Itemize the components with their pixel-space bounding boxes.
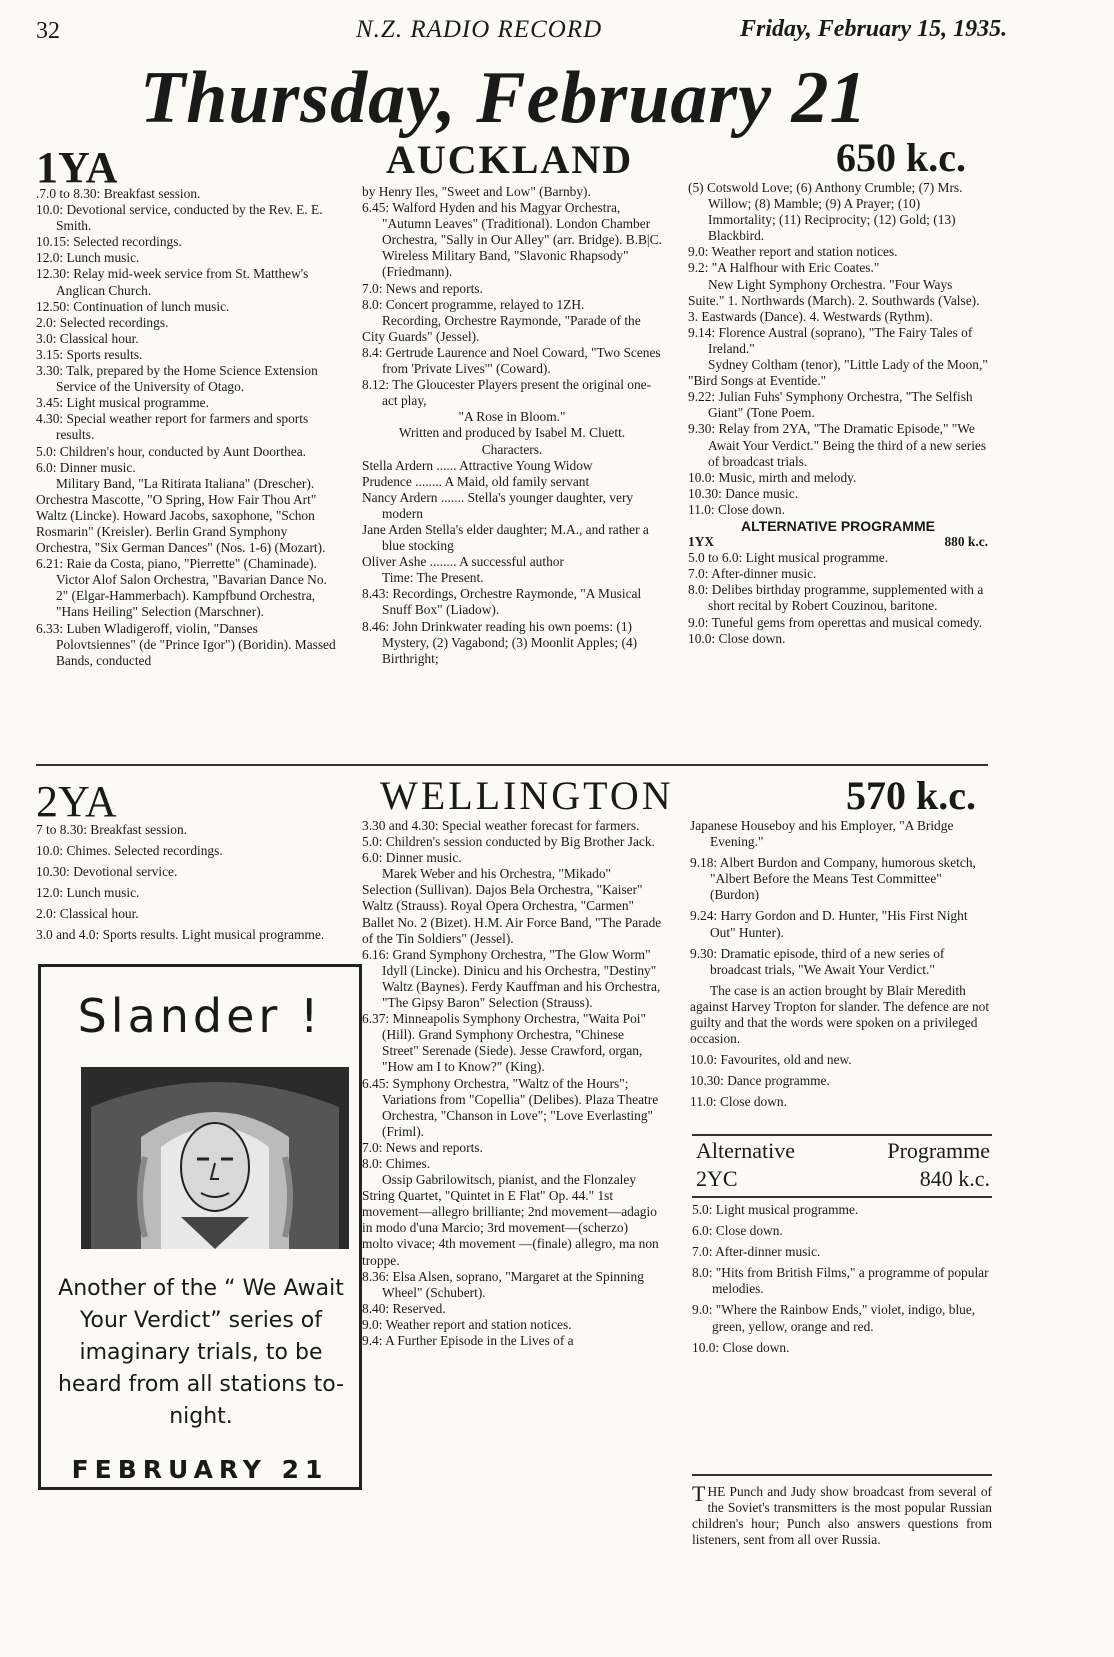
schedule-entry: 6.0: Close down. <box>692 1223 783 1239</box>
schedule-entry: 9.0: Weather report and station notices. <box>688 244 898 260</box>
alternative-programme-2yc <box>692 1202 992 1361</box>
schedule-entry: 9.30: Relay from 2YA, "The Dramatic Episode," "We Await Your Verdict." Being the third of a new series of broadcast trials. <box>688 421 987 469</box>
schedule-entry: Nancy Ardern ....... Stella's younger daughter, very modern <box>362 489 634 521</box>
schedule-entry: 6.0: Dinner music. <box>362 850 462 866</box>
publication-title: N.Z. RADIO RECORD <box>356 16 603 43</box>
schedule-entry: 9.30: Dramatic episode, third of a new series of broadcast trials, "We Await Your Verdict." <box>690 945 945 977</box>
schedule-entry: 10.15: Selected recordings. <box>36 234 182 250</box>
issue-date: Friday, February 15, 1935. <box>740 16 1008 42</box>
schedule-entry: Characters. <box>481 441 543 457</box>
schedule-entry: Jane Arden Stella's elder daughter; M.A., and rather a blue stocking <box>362 521 649 554</box>
alternative-title: Alternative <box>696 1138 795 1163</box>
schedule-entry: 10.0: Devotional service, conducted by the Rev. E. E. Smith. <box>36 202 323 234</box>
auckland-column-3 <box>688 180 988 647</box>
schedule-entry: 10.0: Favourites, old and new. <box>690 1052 852 1068</box>
frequency-2ya: 570 k.c. <box>846 773 976 818</box>
schedule-entry: 8.43: Recordings, Orchestre Raymonde, "A Musical Snuff Box" (Liadow). <box>362 586 642 618</box>
alternative-station-2yc: 2YC <box>696 1166 738 1191</box>
schedule-entry: 2.0: Selected recordings. <box>36 314 169 330</box>
schedule-entry: 9.0: Weather report and station notices. <box>362 1316 572 1332</box>
advert-date: FEBRUARY 21 <box>71 1455 329 1484</box>
advert-headline: Slander ! <box>77 989 323 1043</box>
auckland-column-3-programme <box>688 180 988 518</box>
schedule-entry: 7.0: News and reports. <box>362 1139 483 1155</box>
auckland-column-2 <box>362 184 662 667</box>
schedule-entry: 3.0 and 4.0: Sports results. Light musical programme. <box>36 927 325 943</box>
schedule-entry: 4.30: Special weather report for farmers and sports results. <box>36 411 309 443</box>
schedule-entry: 10.30: Devotional service. <box>36 864 178 880</box>
schedule-entry: "A Rose in Bloom." <box>458 409 566 425</box>
schedule-entry: 6.21: Raie da Costa, piano, "Pierrette" (Chaminade). Victor Alof Salon Orchestra, "Bavarian Dance No. 2" (Elgar-Hammerbach). Kampfbund Orchestra, "Hans Heiling" Selection (Marschner). <box>36 556 327 620</box>
alternative-programme-2yc-header <box>692 1134 992 1198</box>
schedule-entry: 5.0: Children's session conducted by Big Brother Jack. <box>362 834 655 850</box>
page-number: 32 <box>36 18 60 44</box>
schedule-entry: 11.0: Close down. <box>688 501 785 517</box>
schedule-entry: (5) Cotswold Love; (6) Anthony Crumble; (7) Mrs. Willow; (8) Mamble; (9) A Prayer; (10) Immortality; (11) Reciprocity; (12) Gold; (13) Blackbird. <box>688 180 963 244</box>
schedule-entry: 10.0: Close down. <box>692 1339 790 1355</box>
alternative-frequency-2yc: 840 k.c. <box>919 1166 990 1191</box>
day-heading: Thursday, February 21 <box>140 57 868 139</box>
schedule-entry: 9.2: "A Halfhour with Eric Coates." <box>688 260 880 276</box>
schedule-entry: 12.30: Relay mid-week service from St. Matthew's Anglican Church. <box>36 266 309 298</box>
schedule-entry: 6.16: Grand Symphony Orchestra, "The Glow Worm" Idyll (Lincke). Dinicu and his Orchestra, "Destiny" Waltz (Baynes). Ferdy Kauffman and his Orchestra, "The Gipsy Baron" Selection (Strauss). <box>362 946 661 1011</box>
wellington-column-3 <box>690 818 990 1116</box>
schedule-entry: 10.0: Close down. <box>688 630 786 646</box>
wellington-column-2 <box>362 818 662 1349</box>
schedule-entry: 8.0: Concert programme, relayed to 1ZH. <box>362 296 585 312</box>
schedule-entry: Military Band, "La Ritirata Italiana" (Drescher). Orchestra Mascotte, "O Spring, How Fair Thou Art" Waltz (Lincke). Howard Jacobs, saxophone, "Schon Rosmarin" (Kreisler). Berlin Grand Symphony Orchestra, "Six German Dances" (Nos. 1-6) (Mozart). <box>36 475 326 556</box>
schedule-entry: 7.0: News and reports. <box>362 280 483 296</box>
auckland-column-1 <box>36 186 336 669</box>
schedule-entry: 2.0: Classical hour. <box>36 906 139 922</box>
station-code-1ya: 1YA <box>36 143 118 192</box>
schedule-entry: Ossip Gabrilowitsch, pianist, and the Flonzaley String Quartet, "Quintet in E Flat" Op. 44." 1st movement—allegro brilliante; 2nd movement—adagio in modo d'una Marcio; 3rd movement—(scherzo) molto vivace; 4th movement —(finale) allegro, ma non troppe. <box>362 1172 659 1268</box>
schedule-entry: 9.18: Albert Burdon and Company, humorous sketch, "Albert Before the Means Test Committee" (Burdon) <box>690 855 976 903</box>
schedule-entry: 7.0: After-dinner music. <box>692 1244 821 1260</box>
schedule-entry: 9.0: Tuneful gems from operettas and musical comedy. <box>688 614 983 630</box>
alternative-programme-label: Programme <box>887 1138 990 1163</box>
frequency-1ya: 650 k.c. <box>836 135 966 180</box>
city-name-auckland: AUCKLAND <box>386 137 634 182</box>
wellington-column-1 <box>36 822 336 949</box>
schedule-entry: Written and produced by Isabel M. Cluett. <box>398 425 626 441</box>
schedule-entry: 3.45: Light musical programme. <box>36 395 209 411</box>
schedule-entry: 8.36: Elsa Alsen, soprano, "Margaret at the Spinning Wheel" (Schubert). <box>362 1268 644 1300</box>
station-code-2ya: 2YA <box>36 777 117 826</box>
schedule-entry: Recording, Orchestre Raymonde, "Parade of the City Guards" (Jessel). <box>362 312 641 344</box>
schedule-entry: 5.0: Light musical programme. <box>692 1202 859 1217</box>
schedule-entry: 8.40: Reserved. <box>362 1300 446 1316</box>
schedule-entry: 9.22: Julian Fuhs' Symphony Orchestra, "The Selfish Giant" (Tone Poem. <box>688 389 973 421</box>
schedule-entry: by Henry Iles, "Sweet and Low" (Barnby). <box>362 184 591 199</box>
schedule-entry: 10.0: Music, mirth and melody. <box>688 469 857 485</box>
schedule-entry: 8.0: Chimes. <box>362 1155 431 1171</box>
judge-illustration <box>81 1067 349 1249</box>
schedule-entry: 3.15: Sports results. <box>36 346 143 362</box>
schedule-entry: 6.0: Dinner music. <box>36 459 136 475</box>
schedule-entry: 6.33: Luben Wladigeroff, violin, "Danses Polovtsiennes" (de "Prince Igor") (Boridin). Massed Bands, conducted <box>36 620 336 668</box>
schedule-entry: 9.4: A Further Episode in the Lives of a <box>362 1333 574 1348</box>
schedule-entry: 7.0: After-dinner music. <box>688 566 817 582</box>
alternative-programme-1yx <box>688 550 988 647</box>
schedule-entry: 8.0: "Hits from British Films," a programme of popular melodies. <box>692 1265 989 1297</box>
schedule-entry: 12.0: Lunch music. <box>36 885 140 901</box>
advert-body: Another of the “ We Await Your Verdict” series of imaginary trials, to be heard from all stations to-night. <box>57 1276 345 1429</box>
schedule-entry: 6.45: Symphony Orchestra, "Waltz of the Hours"; Variations from "Copellia" (Delibes). Plaza Theatre Orchestra, "Chanson in Love"; "Love Everlasting" (Friml). <box>362 1075 659 1139</box>
schedule-entry: 6.45: Walford Hyden and his Magyar Orchestra, "Autumn Leaves" (Traditional). London Chamber Orchestra, "Sally in Our Alley" (arr. Bridge). B.B|C. Wireless Military Band, "Slavonic Rhapsody" (Friedmann). <box>362 200 662 280</box>
schedule-entry: Sydney Coltham (tenor), "Little Lady of the Moon," "Bird Songs at Eventide." <box>688 357 988 389</box>
soviet-punch-judy-note <box>692 1474 992 1548</box>
schedule-entry: 6.37: Minneapolis Symphony Orchestra, "Waita Poi" (Hill). Grand Symphony Orchestra, "Chinese Street" Serenade (Siede). Jesse Crawford, organ, "How am I to Know?" (King). <box>362 1011 646 1075</box>
schedule-entry: 10.30: Dance programme. <box>690 1073 830 1089</box>
schedule-entry: Prudence ........ A Maid, old family servant <box>362 473 590 489</box>
schedule-entry: 3.0: Classical hour. <box>36 330 139 346</box>
schedule-entry: Oliver Ashe ........ A successful author <box>362 554 564 570</box>
schedule-entry: .7.0 to 8.30: Breakfast session. <box>36 186 201 201</box>
schedule-entry: 12.50: Continuation of lunch music. <box>36 298 230 314</box>
schedule-entry: Marek Weber and his Orchestra, "Mikado" Selection (Sullivan). Dajos Bela Orchestra, "Kaiser" Waltz (Strauss). Royal Opera Orchestra, "Carmen" Ballet No. 2 (Bizet). H.M. Air Force Band, "The Parade of the Tin Soldiers" (Jessel). <box>362 866 662 946</box>
schedule-entry: Time: The Present. <box>382 570 484 586</box>
schedule-entry: 8.4: Gertrude Laurence and Noel Coward, "Two Scenes from 'Private Lives'" (Coward). <box>362 344 661 377</box>
schedule-entry: 8.46: John Drinkwater reading his own poems: (1) Mystery, (2) Vagabond; (3) Moonlit Apples; (4) Birthright; <box>362 618 638 666</box>
schedule-entry: 8.0: Delibes birthday programme, supplemented with a short recital by Robert Couzinou, baritone. <box>688 582 984 614</box>
schedule-entry: 5.0: Children's hour, conducted by Aunt Doorthea. <box>36 443 307 459</box>
schedule-entry: 10.0: Chimes. Selected recordings. <box>36 843 223 859</box>
schedule-entry: The case is an action brought by Blair Meredith against Harvey Tropton for slander. The defence are not guilty and that the words were spoken on a privileged occasion. <box>690 982 990 1047</box>
schedule-entry: 9.14: Florence Austral (soprano), "The Fairy Tales of Ireland." <box>688 324 973 356</box>
note-drop-cap: T <box>692 1481 706 1506</box>
schedule-entry: 9.24: Harry Gordon and D. Hunter, "His First Night Out" Hunter). <box>690 908 968 940</box>
schedule-entry: 3.30 and 4.30: Special weather forecast for farmers. <box>362 818 640 833</box>
schedule-entry: Stella Ardern ...... Attractive Young Widow <box>362 457 593 473</box>
schedule-entry: 8.12: The Gloucester Players present the original one-act play, <box>362 377 652 409</box>
schedule-entry: Japanese Houseboy and his Employer, "A Bridge Evening." <box>690 818 954 850</box>
slander-advertisement <box>38 964 362 1490</box>
schedule-entry: 11.0: Close down. <box>690 1094 787 1110</box>
section-divider <box>36 764 988 766</box>
alternative-station-line <box>688 534 988 550</box>
schedule-entry: New Light Symphony Orchestra. "Four Ways Suite." 1. Northwards (March). 2. Southwards (Valse). 3. Eastwards (Dance). 4. Westwards (Rythm). <box>688 276 980 324</box>
schedule-entry: 7 to 8.30: Breakfast session. <box>36 822 187 837</box>
schedule-entry: 3.30: Talk, prepared by the Home Science Extension Service of the University of Otago. <box>36 363 318 395</box>
alternative-frequency-1yx: 880 k.c. <box>944 534 988 550</box>
schedule-entry: 9.0: "Where the Rainbow Ends," violet, indigo, blue, green, yellow, orange and red. <box>692 1302 976 1334</box>
schedule-entry: 12.0: Lunch music. <box>36 250 140 266</box>
alternative-station-1yx: 1YX <box>688 534 715 550</box>
schedule-entry: 10.30: Dance music. <box>688 485 799 501</box>
city-name-wellington: WELLINGTON <box>380 773 674 818</box>
schedule-entry: 5.0 to 6.0: Light musical programme. <box>688 550 889 566</box>
note-text: HE Punch and Judy show broadcast from several of the Soviet's transmitters is the most popular Russian children's hour; Punch also answers questions from listeners, sent from all over Russia. <box>692 1484 992 1548</box>
alternative-programme-heading: ALTERNATIVE PROGRAMME <box>741 517 935 534</box>
